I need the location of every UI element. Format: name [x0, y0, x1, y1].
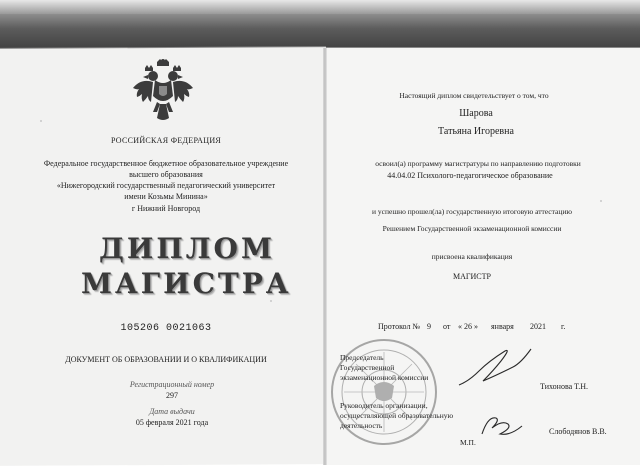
graduate-surname: Шарова	[459, 108, 493, 119]
scanner-top-edge	[0, 0, 640, 14]
institution-line-4: имени Козьмы Минина»	[124, 192, 208, 201]
chair-name: Тихонова Т.Н.	[540, 382, 589, 391]
graduate-name: Татьяна Игоревна	[438, 126, 514, 137]
scan-speck	[600, 200, 602, 202]
issue-date-label: Дата выдачи	[149, 407, 195, 416]
institution-line-2: высшего образования	[129, 170, 203, 179]
chair-signature	[455, 345, 535, 390]
program-label: освоил(а) программу магистратуры по направлению подготовки	[375, 159, 581, 168]
issue-date: 05 февраля 2021 года	[135, 418, 209, 427]
protocol-year: 2021	[530, 322, 546, 331]
protocol-month: января	[491, 322, 514, 331]
protocol-from: от	[443, 322, 451, 331]
chair-label-3: экзаменационной комиссии	[340, 373, 429, 382]
scan-speck	[40, 120, 42, 122]
head-label-2: осуществляющей образовательную	[340, 411, 454, 420]
diploma-title-line-2: МАГИСТРА	[81, 267, 292, 300]
protocol-day: « 26 »	[458, 322, 478, 331]
chair-label-1: Председатель	[340, 353, 384, 362]
institution-line-3: «Нижегородский государственный педагогический университет	[56, 181, 276, 190]
program-name: 44.04.02 Психолого-педагогическое образование	[387, 171, 553, 180]
qualification-label: присвоена квалификация	[431, 252, 513, 261]
commission-text: Решением Государственной экзаменационной комиссии	[382, 224, 562, 233]
head-signature	[478, 410, 526, 440]
protocol-year-suffix: г.	[561, 322, 566, 331]
diploma-spine	[323, 48, 327, 465]
stamp-place-label: М.П.	[460, 438, 476, 447]
head-name: Слободянов В.В.	[549, 427, 607, 436]
diploma-title-line-1: ДИПЛОМ	[99, 232, 275, 265]
document-type: ДОКУМЕНТ ОБ ОБРАЗОВАНИИ И О КВАЛИФИКАЦИИ	[65, 355, 267, 364]
institution-line-1: Федеральное государственное бюджетное образовательное учреждение	[43, 159, 289, 168]
country-label: РОССИЙСКАЯ ФЕДЕРАЦИЯ	[110, 136, 222, 145]
scan-speck	[270, 300, 272, 302]
chair-label-2: Государственной	[340, 363, 395, 372]
qualification-value: МАГИСТР	[453, 272, 491, 281]
protocol-label: Протокол №	[378, 322, 421, 331]
head-label-3: деятельность	[340, 421, 383, 430]
protocol-number: 9	[427, 322, 431, 331]
head-label-1: Руководитель организации,	[340, 401, 428, 410]
intro-text: Настоящий диплом свидетельствует о том, что	[399, 91, 549, 100]
institution-city: г Нижний Новгород	[131, 204, 201, 213]
registration-number: 297	[166, 391, 178, 400]
attestation-text: и успешно прошел(ла) государственную итоговую аттестацию	[372, 207, 572, 216]
registration-label: Регистрационный номер	[129, 380, 215, 389]
serial-number: 105206 0021063	[120, 323, 212, 334]
coat-of-arms-icon	[131, 58, 195, 132]
